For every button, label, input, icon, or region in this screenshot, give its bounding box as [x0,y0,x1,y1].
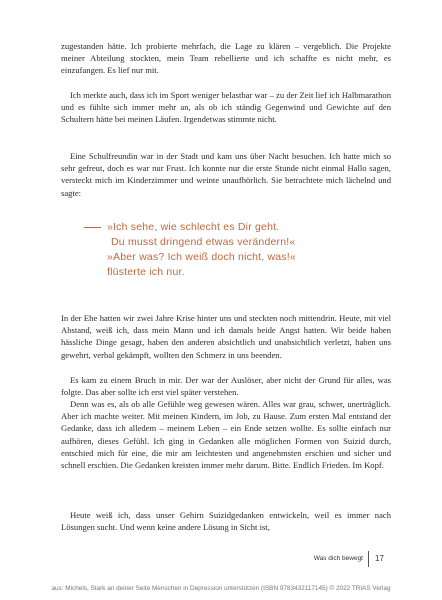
quote-line: flüsterte ich nur. [107,266,185,278]
quote-line: »Ich sehe, wie schlecht es Dir geht. [107,221,280,233]
quote-line: Du musst dringend etwas verändern!« [111,236,296,248]
quote-line: »Aber was? Ich weiß doch nicht, was!« [107,251,296,263]
body-paragraph: Es kam zu einem Bruch in mir. Der war der Auslöser, aber nicht der Grund für alles, was folgte. Das aber sollte ich erst viel später verstehen. [61,375,391,398]
body-paragraph: Ich merkte auch, dass ich im Sport weniger belastbar war – zu der Zeit lief ich Halbmarathon und es fühlte sich immer mehr an, als ob ich ständig Gegenwind und Gewichte auf den Schultern hätte bei meinen Läufen. Irgendetwas stimmte nicht. [61,90,391,125]
body-paragraph: Eine Schulfreundin war in der Stadt und kam uns über Nacht besuchen. Ich hatte mich so sehr gefreut, doch es war nur Frust. Ich konnte nur die erste Stunde nicht einmal Hallo sagen, versteckt mich im Kinderzimmer und weinte unaufhörlich. Sie betrachtete mich lächelnd und sagte: [61,151,391,198]
body-paragraph: Denn was es, als ob alle Gefühle weg gewesen wären. Alles war grau, schwer, unerträglich. Aber ich machte weiter. Mit meinen Kindern, im Job, zu Hause. Zum ersten Mal entstand der Gedanke, dass ich alledem – meinem Leben – ein Ende setzen wollte. Es sollte einfach nur aufhören, dieses Gefühl. Ich ging in Gedanken alle möglichen Formen von Suizid durch, entschied mich für eine, die mir am leichtesten und angenehmsten erschien und sicher und schnell erschien. Die Gedanken kreisten immer mehr darum. Bitte. Endlich Frieden. Im Kopf. [61,399,391,471]
copyright-line: aus: Michels, Stark an deiner Seite Menschen in Depression unterstützen (ISBN 9783432117145) © 2022 TRIAS Verlag [51,585,391,592]
pull-quote [107,220,387,280]
body-paragraph: Heute weiß ich, dass unser Gehirn Suizidgedanken entwickeln, weil es immer nach Lösungen sucht. Und wenn keine andere Lösung in Sicht ist, [61,510,391,533]
page-number: 17 [375,554,384,563]
quote-rule [84,227,101,228]
footer-divider [368,551,369,567]
body-paragraph: In der Ehe hatten wir zwei Jahre Krise hinter uns und steckten noch mittendrin. Heute, mit viel Abstand, weiß ich, dass mein Mann und ich damals beide Angst hatten. Wir beide haben hässliche Dinge gesagt, haben den anderen absichtlich und unabsichtlich verletzt, haben uns gewehrt, verbal gekämpft, wollten den Schmerz in uns beenden. [61,313,391,360]
body-paragraph: zugestanden hätte. Ich probierte mehrfach, die Lage zu klären – vergeblich. Die Projekte meiner Abteilung stockten, mein Team rebellierte und ich schaffte es nicht mehr, es einzufangen. Es lief nur mit. [61,41,391,76]
running-footer-section: Was dich bewegt [313,555,363,562]
